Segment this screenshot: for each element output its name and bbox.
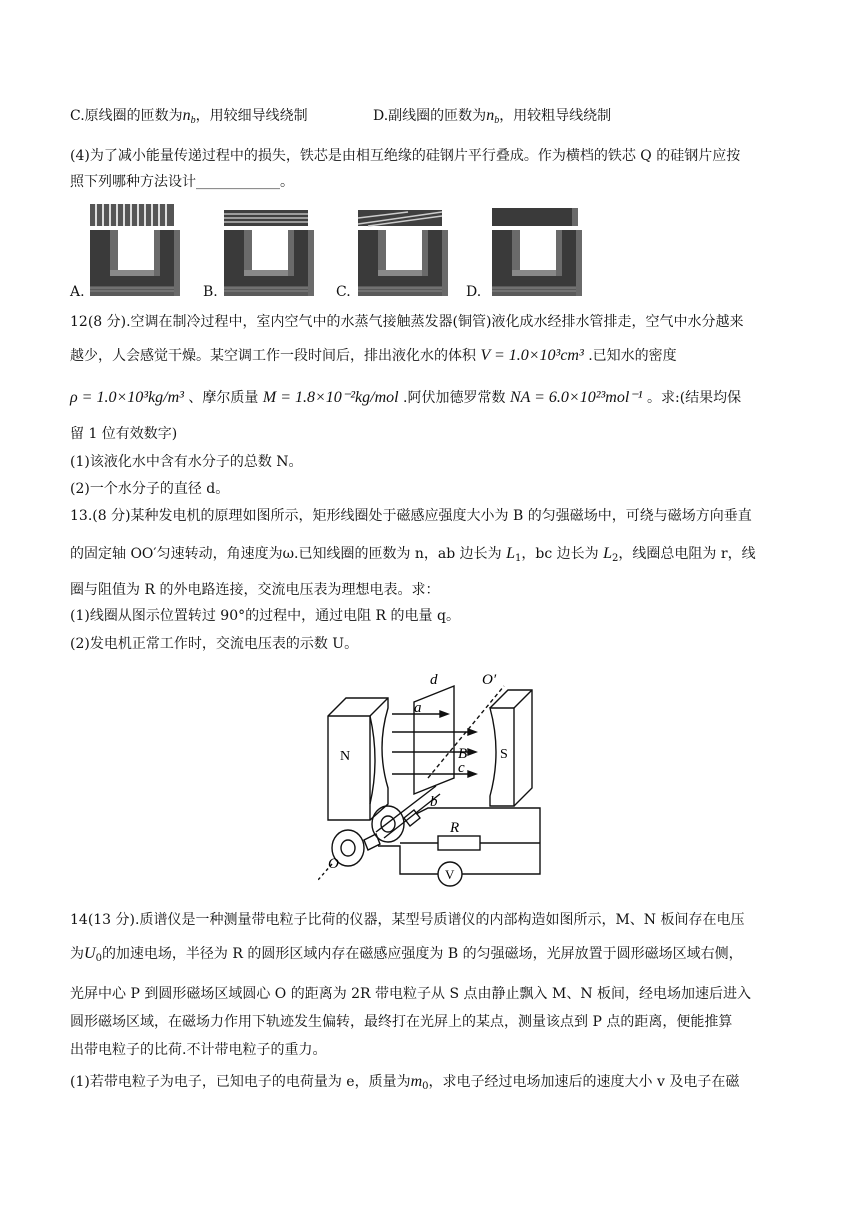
fig-label-B: B	[458, 746, 468, 762]
q14-line5: 出带电粒子的比荷.不计带电粒子的重力。	[70, 1042, 327, 1058]
q14-line3: 光屏中心 P 到圆形磁场区域圆心 O 的距离为 2R 带电粒子从 S 点由静止飘入 M、N 板间，经电场加速后进入	[70, 986, 752, 1002]
answer-blank: ____________	[196, 174, 280, 190]
q11-part4-line1: (4)为了减小能量传递过程中的损失，铁芯是由相互绝缘的硅钢片平行叠成。作为横档的铁芯 Q 的硅钢片应按	[70, 148, 741, 164]
fig-label-N: N	[340, 749, 351, 764]
fig-label-d: d	[430, 672, 438, 688]
q13-line2: 的固定轴 OO′匀速转动，角速度为ω.已知线圈的匝数为 n，ab 边长为 $L_1$，bc 边长为 $L_2$，线圈总电阻为 r，线	[70, 545, 756, 564]
core-option-c	[358, 210, 448, 296]
q12-line2: 越少，人会感觉干燥。某空调工作一段时间后，排出液化水的体积 V = 1.0×10³cm³ .已知水的密度	[70, 347, 677, 364]
q12-line1: 12(8 分).空调在制冷过程中，室内空气中的水蒸气接触蒸发器(铜管)液化成水经排水管排走，空气中水分越来	[70, 314, 744, 330]
core-label-b: B.	[203, 284, 218, 300]
q13-part2: (2)发电机正常工作时，交流电压表的示数 U。	[70, 636, 359, 652]
fig-label-S: S	[500, 747, 508, 762]
q13-line3: 圈与阻值为 R 的外电路连接，交流电压表为理想电表。求：	[70, 582, 440, 598]
core-option-b	[224, 210, 314, 296]
fig-label-b: b	[430, 794, 438, 810]
q11-option-c: C.原线圈的匝数为$n_b$，用较细导线绕制	[70, 107, 308, 126]
core-option-a	[90, 204, 180, 296]
q12-line4: 留 1 位有效数字)	[70, 426, 178, 442]
core-label-a: A.	[70, 284, 85, 300]
q13-line1: 13.(8 分)某种发电机的原理如图所示，矩形线圈处于磁感应强度大小为 B 的匀强磁场中，可绕与磁场方向垂直	[70, 508, 752, 524]
fig-label-Op: O′	[482, 672, 497, 688]
q14-line6: (1)若带电粒子为电子，已知电子的电荷量为 e，质量为$m_0$，求电子经过电场加速后的速度大小 v 及电子在磁	[70, 1073, 740, 1092]
q14-line4: 圆形磁场区域，在磁场力作用下轨迹发生偏转，最终打在光屏上的某点，测量该点到 P 点的距离，便能推算	[70, 1014, 733, 1030]
core-label-c: C.	[336, 284, 351, 300]
fig-label-V: V	[445, 867, 455, 882]
q13-part1: (1)线圈从图示位置转过 90°的过程中，通过电阻 R 的电量 q。	[70, 608, 460, 624]
fig-label-R: R	[450, 820, 460, 836]
q14-line1: 14(13 分).质谱仪是一种测量带电粒子比荷的仪器，某型号质谱仪的内部构造如图所示，M、N 板间存在电压	[70, 912, 745, 928]
generator-diagram	[318, 668, 546, 890]
fig-label-c: c	[458, 760, 465, 776]
q14-line2: 为$U_0$的加速电场，半径为 R 的圆形区域内存在磁感应强度为 B 的匀强磁场，光屏放置于圆形磁场区域右侧，	[70, 945, 743, 964]
q11-part4-line2: 照下列哪种方法设计____________。	[70, 174, 294, 190]
core-label-d: D.	[466, 284, 482, 300]
q12-part2: (2)一个水分子的直径 d。	[70, 481, 230, 497]
q12-part1: (1)该液化水中含有水分子的总数 N。	[70, 454, 303, 470]
iron-core-figures	[70, 200, 590, 302]
fig-label-O: O	[328, 856, 339, 872]
fig-label-a: a	[414, 700, 422, 716]
q12-line3: ρ = 1.0×10³kg/m³ 、摩尔质量 M = 1.8×10⁻²kg/mol .阿伏加德罗常数 NA = 6.0×10²³mol⁻¹ 。求:(结果均保	[70, 389, 742, 406]
q11-option-d: D.副线圈的匝数为$n_b$，用较粗导线绕制	[373, 107, 612, 126]
core-option-d	[492, 208, 582, 296]
